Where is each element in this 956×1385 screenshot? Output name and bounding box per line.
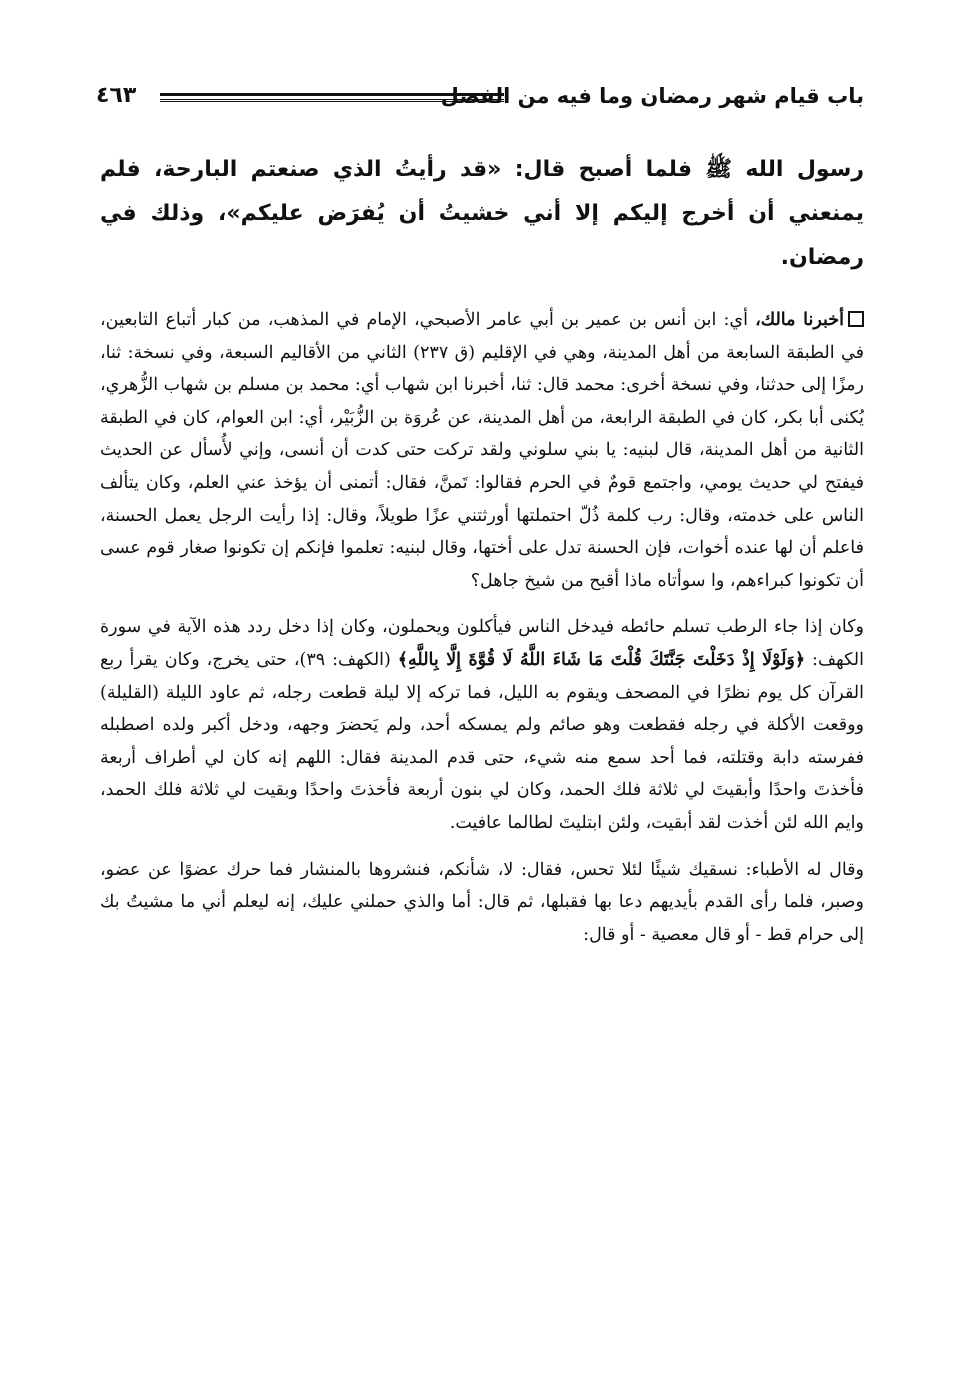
commentary-lead: أخبرنا مالك، [755, 310, 844, 330]
commentary-paragraph-3: وقال له الأطباء: نسقيك شيئًا لئلا تحس، فقال: لا، شأنكم، فنشروها بالمنشار فما حرك عضوًا عن عضو، وصبر، فلما رأى القدم بأيديهم دعا بها فقبلها، ثم قال: أما والذي حملني عليك، إنه ليعلم أني ما مشيتُ بك إلى حرام قط - أو قال معصية - أو قال: [100, 859, 864, 945]
hadith-text: رسول الله ﷺ فلما أصبح قال: «قد رأيتُ الذي صنعتم البارحة، فلم يمنعني أن أخرج إليكم إلا أني خشيتُ أن يُفرَض عليكم»، وذلك في رمضان. [100, 157, 864, 270]
page-content [100, 148, 864, 965]
header-rule [160, 93, 504, 100]
page-number: ٤٦٣ [96, 83, 137, 108]
commentary-text-2a: وكان إذا جاء الرطب تسلم حائطه فيدخل الناس فيأكلون ويحملون، وكان إذا دخل ردد هذه الآية في سورة الكهف: [100, 617, 864, 670]
square-marker-icon [848, 311, 864, 327]
header-rule-thin [160, 101, 504, 102]
commentary-text-1: أي: ابن أنس بن عمير بن أبي عامر الأصبحي، الإمام في المذهب، من كبار أتباع التابعين، في الطبقة السابعة من أهل المدينة، وهي في الإقليم (ق ٢٣٧) الثاني من الأقاليم السبعة، وفي نسخة: ثنا، رمزًا إلى حدثنا، وفي نسخة أخرى: محمد قال: ثنا، أخبرنا ابن شهاب أي: محمد بن مسلم بن شهاب الزُّهري، يُكنى أبا بكر، كان في الطبقة الرابعة، من أهل المدينة، عن عُروَة بن الزُّبَيْر، أي: ابن العوام، كان في الطبقة الثانية من أهل المدينة، قال لبنيه: يا بني سلوني ولقد تركت حتى كدت أن أنسى، وإني لأُسأل عن الحديث فيفتح لي حديث يومي، واجتمع قومٌ في الحرم فقالوا: تَمنَّ، فقال: أتمنى أن يؤخذ عني العلم، وكان يتألف الناس على خدمته، وقال: رب كلمة ذُلّ احتملتها أورثتني عزًا طويلاً، وقال: إذا رأيت الرجل يعمل الحسنة، فاعلم أن لها عنده أخوات، فإن الحسنة تدل على أختها، وقال لبنيه: تعلموا فإنكم إن تكونوا صغار قوم عسى أن تكونوا كبراءهم، وا سوأتاه ماذا أقبح من شيخ جاهل؟ [100, 310, 865, 591]
commentary-paragraph-1 [100, 304, 864, 597]
running-header [96, 80, 864, 116]
chapter-title: باب قيام شهر رمضان وما فيه من الفضل [440, 84, 864, 108]
commentary-paragraph-2 [100, 611, 864, 839]
commentary-text-2b: (الكهف: ٣٩)، حتى يخرج، وكان يقرأ ربع القرآن كل يوم نظرًا في المصحف ويقوم به الليل، فما تركه إلا ليلة قطعت رجله، ثم عاود الليلة (القليلة) ووقعت الأكلة في رجله فقطعت وهو صائم ولم يمسكه أحد، ولم يَحضرَ وجهه، ودخل أكبر ولده اصطبله ففرسته دابة وقتلته، فما أحد سمع منه شيء، حتى قدم المدينة فقال: اللهم إنه كان لي أطراف أربعة فأخذتَ واحدًا وأبقيتَ لي ثلاثة فلك الحمد، وكان لي بنون أربعة فأخذتَ واحدًا وبقيت لي ثلاثة فلك الحمد، وايم الله لئن أخذت لقد أبقيت، ولئن ابتليتَ لطالما عافيت. [100, 649, 864, 833]
quran-verse: ﴿وَلَوْلَا إِذْ دَخَلْتَ جَنَّتَكَ قُلْتَ مَا شَاءَ اللَّهُ لَا قُوَّةَ إِلَّا بِاللَّهِ﴾ [397, 649, 806, 670]
